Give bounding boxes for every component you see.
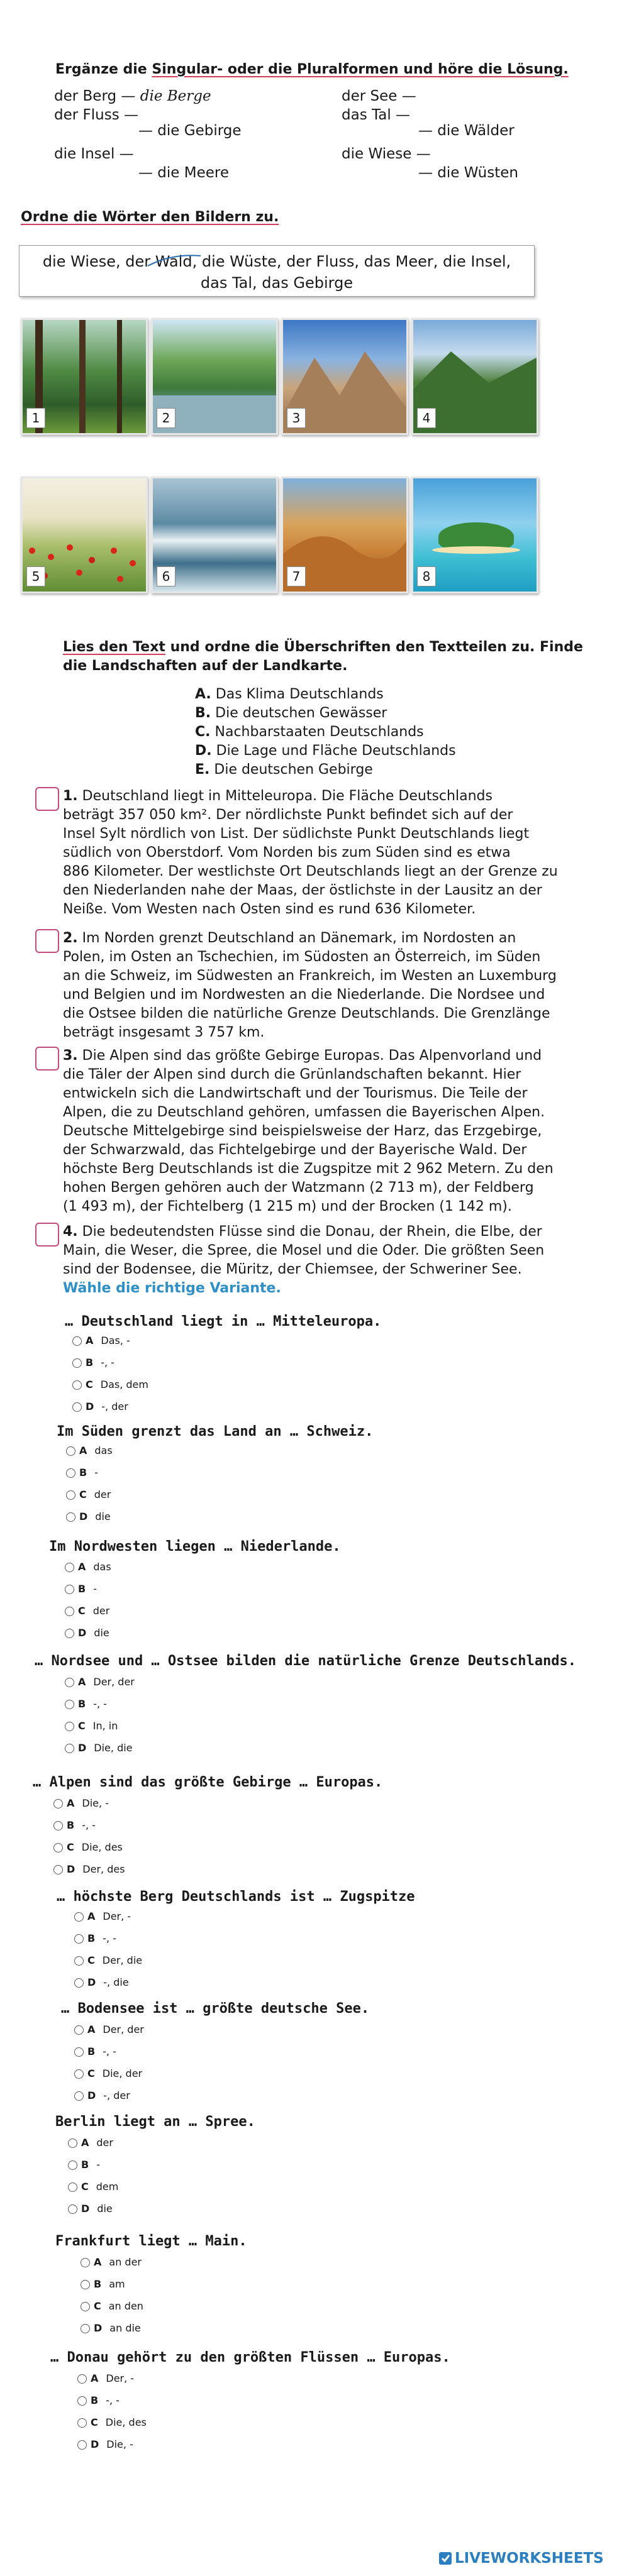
q4-option-d[interactable]: D Die, die	[65, 1741, 133, 1755]
photo-sea	[151, 476, 278, 593]
word-bank-line1: die Wiese, der Wald, die Wüste, der Fluss, das Meer, die Insel,	[42, 253, 511, 270]
paragraph-2-checkbox[interactable]	[35, 929, 59, 953]
question-4: … Nordsee und … Ostsee bilden die natürliche Grenze Deutschlands.	[35, 1653, 576, 1669]
q5-option-c[interactable]: C Die, des	[53, 1841, 123, 1854]
heading-b: B. Die deutschen Gewässer	[195, 705, 387, 721]
photo-number-8[interactable]: 8	[417, 566, 436, 586]
photo-forest	[21, 318, 148, 435]
q10-option-b[interactable]: B -, -	[77, 2394, 120, 2408]
word-pair-3[interactable]: — die Gebirge	[138, 123, 242, 139]
exercise1-title-underlined: Singular- oder die Pluralformen und höre die Lösung.	[152, 62, 569, 77]
q2-option-c[interactable]: C der	[66, 1488, 111, 1502]
question-2: Im Süden grenzt das Land an … Schweiz.	[57, 1424, 374, 1439]
paragraph-3: 3. Die Alpen sind das größte Gebirge Europas. Das Alpenvorland und die Täler der Alpen sind durch die Grünlandschaften bekannt. Hier entwickeln sich die Landwirtschaft und der Tourismus. Die Teile der Alpen, die zu Deutschland gehören, umfassen die Bayerischen Alpen. Deutsche Mittelgebirge sind beispielsweise der Harz, das Erzgebirge, der Schwarzwald, das Fichtelgebirge und der Bayerische Wald. Der höchste Berg Deutschlands ist die Zugspitze mit 2 962 Metern. Zu den hohen Bergen gehören auch der Watzmann (2 713 m), der Feldberg (1 493 m), der Fichtelberg (1 215 m) und der Brocken (1 142 m).	[63, 1048, 554, 1214]
handwritten-answer-berge[interactable]: die Berge	[140, 88, 211, 104]
q4-option-a[interactable]: A Der, der	[65, 1675, 135, 1689]
heading-d: D. Die Lage und Fläche Deutschlands	[195, 743, 456, 759]
strike-mark	[147, 252, 203, 271]
q4-option-b[interactable]: B -, -	[65, 1697, 107, 1711]
paragraph-1: 1. Deutschland liegt in Mitteleuropa. Die Fläche Deutschlands beträgt 357 050 km². Der nördlichste Punkt befindet sich auf der Insel Sylt nördlich von List. Der südlichste Punkt Deutschlands liegt südlich von Oberstdorf. Vom Norden bis zum Süden sind es etwa 886 Kilometer. Der westlichste Ort Deutschlands liegt an der Grenze zu den Niederlanden nahe der Maas, der östlichste in der Lausitz an der Neiße. Vom Westen nach Osten sind es rund 636 Kilometer.	[63, 788, 558, 917]
liveworksheets-logo[interactable]	[437, 2549, 604, 2568]
q8-option-d[interactable]: D die	[68, 2202, 113, 2216]
q7-option-b[interactable]: B -, -	[74, 2045, 116, 2059]
photo-river	[151, 318, 278, 435]
paragraph-4-checkbox[interactable]	[35, 1223, 59, 1247]
q8-option-c[interactable]: C dem	[68, 2180, 118, 2194]
instruction-choose: Wähle die richtige Variante.	[63, 1280, 281, 1296]
word-pair-5[interactable]: — die Meere	[138, 165, 230, 181]
photo-meadow	[21, 476, 148, 593]
photo-valley	[411, 318, 538, 435]
singular-berg: der Berg —	[54, 88, 136, 104]
photo-number-1[interactable]: 1	[26, 408, 45, 428]
photo-desert	[281, 476, 408, 593]
photo-number-7[interactable]: 7	[287, 566, 306, 586]
paragraph-4: 4. Die bedeutendsten Flüsse sind die Donau, der Rhein, die Elbe, der Main, die Weser, die Spree, die Mosel und die Oder. Die größten Seen sind der Bodensee, die Müritz, der Chiemsee, der Schweriner See. Wähle die richtige Variante.	[63, 1224, 545, 1296]
q7-option-d[interactable]: D -, der	[74, 2089, 130, 2103]
q1-option-b[interactable]: B -, -	[72, 1356, 114, 1370]
q9-option-d[interactable]: D an die	[81, 2321, 141, 2335]
q7-option-c[interactable]: C Die, der	[74, 2067, 142, 2081]
q1-option-d[interactable]: D -, der	[72, 1400, 128, 1414]
q4-option-c[interactable]: C In, in	[65, 1719, 118, 1733]
word-pair-4[interactable]: die Insel —	[54, 146, 134, 162]
word-pair-6[interactable]: der See —	[342, 88, 416, 104]
q5-option-a[interactable]: A Die, -	[53, 1797, 109, 1810]
q8-option-a[interactable]: A der	[68, 2136, 113, 2150]
word-bank-line2: das Tal, das Gebirge	[200, 274, 353, 292]
word-pair-9[interactable]: die Wiese —	[342, 146, 431, 162]
logo-text: LIVEWORKSHEETS	[455, 2550, 604, 2567]
q2-option-d[interactable]: D die	[66, 1510, 111, 1524]
photo-number-5[interactable]: 5	[26, 566, 45, 586]
q1-option-c[interactable]: C Das, dem	[72, 1378, 148, 1392]
word-pair-7[interactable]: das Tal —	[342, 107, 411, 123]
photo-number-4[interactable]: 4	[417, 408, 436, 428]
question-8: Berlin liegt an … Spree.	[55, 2114, 255, 2130]
heading-e: E. Die deutschen Gebirge	[195, 762, 373, 778]
photo-mountains	[281, 318, 408, 435]
question-3: Im Nordwesten liegen … Niederlande.	[49, 1539, 341, 1555]
q3-option-a[interactable]: A das	[65, 1560, 111, 1574]
exercise3-title-underlined: Lies den Text	[63, 639, 165, 655]
question-10: … Donau gehört zu den größten Flüssen … Europas.	[50, 2350, 450, 2365]
q3-option-d[interactable]: D die	[65, 1626, 109, 1640]
exercise3-title-rest: und ordne die Überschriften den Textteilen zu. Finde	[165, 639, 583, 655]
q6-option-c[interactable]: C Der, die	[74, 1954, 142, 1968]
q10-option-c[interactable]: C Die, des	[77, 2416, 147, 2430]
q10-option-d[interactable]: D Die, -	[77, 2438, 133, 2452]
word-pair-1	[54, 88, 211, 104]
q7-option-a[interactable]: A Der, der	[74, 2023, 144, 2037]
q8-option-b[interactable]: B -	[68, 2158, 100, 2172]
exercise1-title-pre: Ergänze die	[55, 62, 152, 77]
word-pair-10[interactable]: — die Wüsten	[418, 165, 518, 181]
question-5: … Alpen sind das größte Gebirge … Europas.	[33, 1775, 383, 1790]
q9-option-c[interactable]: C an den	[81, 2299, 143, 2313]
photo-island	[411, 476, 538, 593]
question-6: … höchste Berg Deutschlands ist … Zugspitze	[57, 1889, 415, 1905]
photo-number-6[interactable]: 6	[157, 566, 175, 586]
question-7: … Bodensee ist … größte deutsche See.	[61, 2001, 370, 2017]
q10-option-a[interactable]: A Der, -	[77, 2372, 134, 2386]
photo-number-2[interactable]: 2	[157, 408, 175, 428]
q3-option-c[interactable]: C der	[65, 1604, 109, 1618]
q6-option-d[interactable]: D -, die	[74, 1976, 129, 1990]
exercise3-title-line2: die Landschaften auf der Landkarte.	[63, 658, 348, 674]
heading-a: A. Das Klima Deutschlands	[195, 686, 384, 702]
headings-list	[195, 685, 456, 779]
q9-option-a[interactable]: A an der	[81, 2255, 142, 2269]
exercise2-title-text: Ordne die Wörter den Bildern zu.	[21, 209, 279, 225]
q3-option-b[interactable]: B -	[65, 1582, 97, 1596]
exercise3-title	[63, 638, 583, 676]
q5-option-b[interactable]: B -, -	[53, 1819, 96, 1832]
exercise2-title	[21, 209, 279, 225]
q2-option-a[interactable]: A das	[66, 1444, 113, 1458]
heading-c: C. Nachbarstaaten Deutschlands	[195, 724, 424, 740]
q6-option-a[interactable]: A Der, -	[74, 1910, 131, 1924]
q9-option-b[interactable]: B am	[81, 2277, 125, 2291]
word-pair-8[interactable]: — die Wälder	[418, 123, 515, 139]
q1-option-a[interactable]: A Das, -	[72, 1334, 130, 1348]
word-bank	[19, 245, 535, 297]
logo-icon	[437, 2550, 454, 2567]
exercise1-title	[55, 62, 569, 77]
paragraph-3-checkbox[interactable]	[35, 1047, 59, 1071]
question-9: Frankfurt liegt … Main.	[55, 2233, 247, 2249]
photo-number-3[interactable]: 3	[287, 408, 306, 428]
paragraph-1-checkbox[interactable]	[35, 787, 59, 811]
question-1: … Deutschland liegt in … Mitteleuropa.	[65, 1314, 382, 1329]
word-pair-2[interactable]: der Fluss —	[54, 107, 138, 123]
q6-option-b[interactable]: B -, -	[74, 1932, 116, 1946]
q5-option-d[interactable]: D Der, des	[53, 1863, 125, 1876]
paragraph-2: 2. Im Norden grenzt Deutschland an Dänemark, im Nordosten an Polen, im Osten an Tschechien, im Südosten an Österreich, im Süden an die Schweiz, im Südwesten an Frankreich, im Westen an Luxemburg und Belgien und im Nordwesten an die Niederlande. Die Nordsee und die Ostsee bilden die natürliche Grenze Deutschlands. Die Grenzlänge beträgt insgesamt 3 757 km.	[63, 930, 557, 1040]
q2-option-b[interactable]: B -	[66, 1466, 98, 1480]
